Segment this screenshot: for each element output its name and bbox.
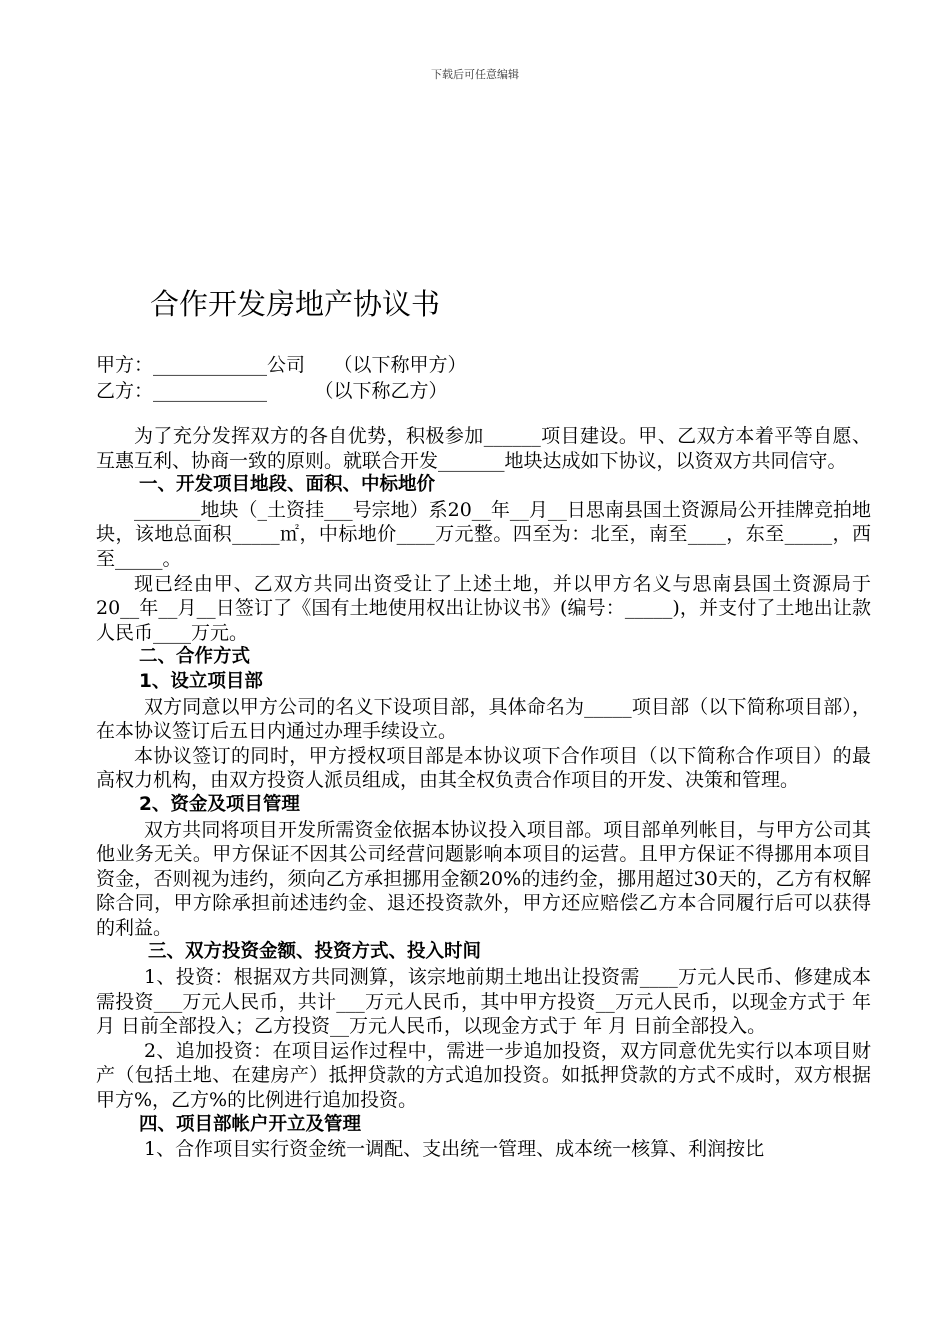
document-body [96, 424, 871, 1162]
body-paragraph: 现已经由甲、乙双方共同出资受让了上述土地，并以甲方名义与思南县国土资源局于20__年__月__日签订了《国有土地使用权出让协议书》(编号：_____)，并支付了土地出让款人民币____万元。 [96, 572, 871, 644]
section-heading: 三、双方投资金额、投资方式、投入时间 [148, 941, 482, 963]
body-paragraph: _______地块（_土资挂___号宗地）系20__年__月__日思南县国土资源局公开挂牌竞拍地块，该地总面积_____㎡，中标地价____万元整。四至为：北至，南至____，东至_____，西至_____。 [96, 498, 871, 570]
document-title: 合作开发房地产协议书 [150, 287, 441, 321]
body-paragraph: 双方共同将项目开发所需资金依据本协议投入项目部。项目部单列帐目，与甲方公司其他业务无关。甲方保证不因其公司经营问题影响本项目的运营。且甲方保证不得挪用本项目资金，否则视为违约，须向乙方承担挪用金额20%的违约金，挪用超过30天的，乙方有权解除合同，甲方除承担前述违约金、退还投资款外，甲方还应赔偿乙方本合同履行后可以获得的利益。 [96, 818, 871, 939]
body-paragraph: 双方同意以甲方公司的名义下设项目部，具体命名为_____项目部（以下简称项目部），在本协议签订后五日内通过办理手续设立。 [96, 695, 871, 743]
party-b-line: 乙方：____________ （以下称乙方） [96, 380, 448, 402]
section-heading: 四、项目部帐户开立及管理 [139, 1113, 362, 1135]
body-paragraph: 1、投资：根据双方共同测算，该宗地前期土地出让投资需____万元人民币、修建成本需投资___万元人民币，共计___万元人民币，其中甲方投资__万元人民币，以现金方式于 年 月 日前全部投入；乙方投资__万元人民币，以现金方式于 年 月 日前全部投入。 [96, 966, 871, 1038]
body-paragraph: 2、追加投资：在项目运作过程中，需进一步追加投资，双方同意优先实行以本项目财产（包括土地、在建房产）抵押贷款的方式追加投资。如抵押贷款的方式不成时，双方根据甲方%，乙方%的比例进行追加投资。 [96, 1039, 871, 1112]
body-paragraph: 本协议签订的同时，甲方授权项目部是本协议项下合作项目（以下简称合作项目）的最高权力机构，由双方投资人派员组成，由其全权负责合作项目的开发、决策和管理。 [96, 744, 871, 792]
page-header-note: 下载后可任意编辑 [431, 68, 519, 81]
party-a-line: 甲方：____________公司 （以下称甲方） [96, 354, 467, 376]
section-heading: 2、资金及项目管理 [139, 793, 300, 815]
body-paragraph: 为了充分发挥双方的各自优势，积极参加______项目建设。甲、乙双方本着平等自愿、互惠互利、协商一致的原则。就联合开发_______地块达成如下协议，以资双方共同信守。 [96, 425, 871, 472]
section-heading: 1、设立项目部 [139, 670, 263, 692]
section-heading: 一、开发项目地段、面积、中标地价 [139, 474, 436, 496]
section-heading: 二、合作方式 [139, 646, 251, 668]
body-paragraph: 1、合作项目实行资金统一调配、支出统一管理、成本统一核算、利润按比 [144, 1138, 765, 1161]
